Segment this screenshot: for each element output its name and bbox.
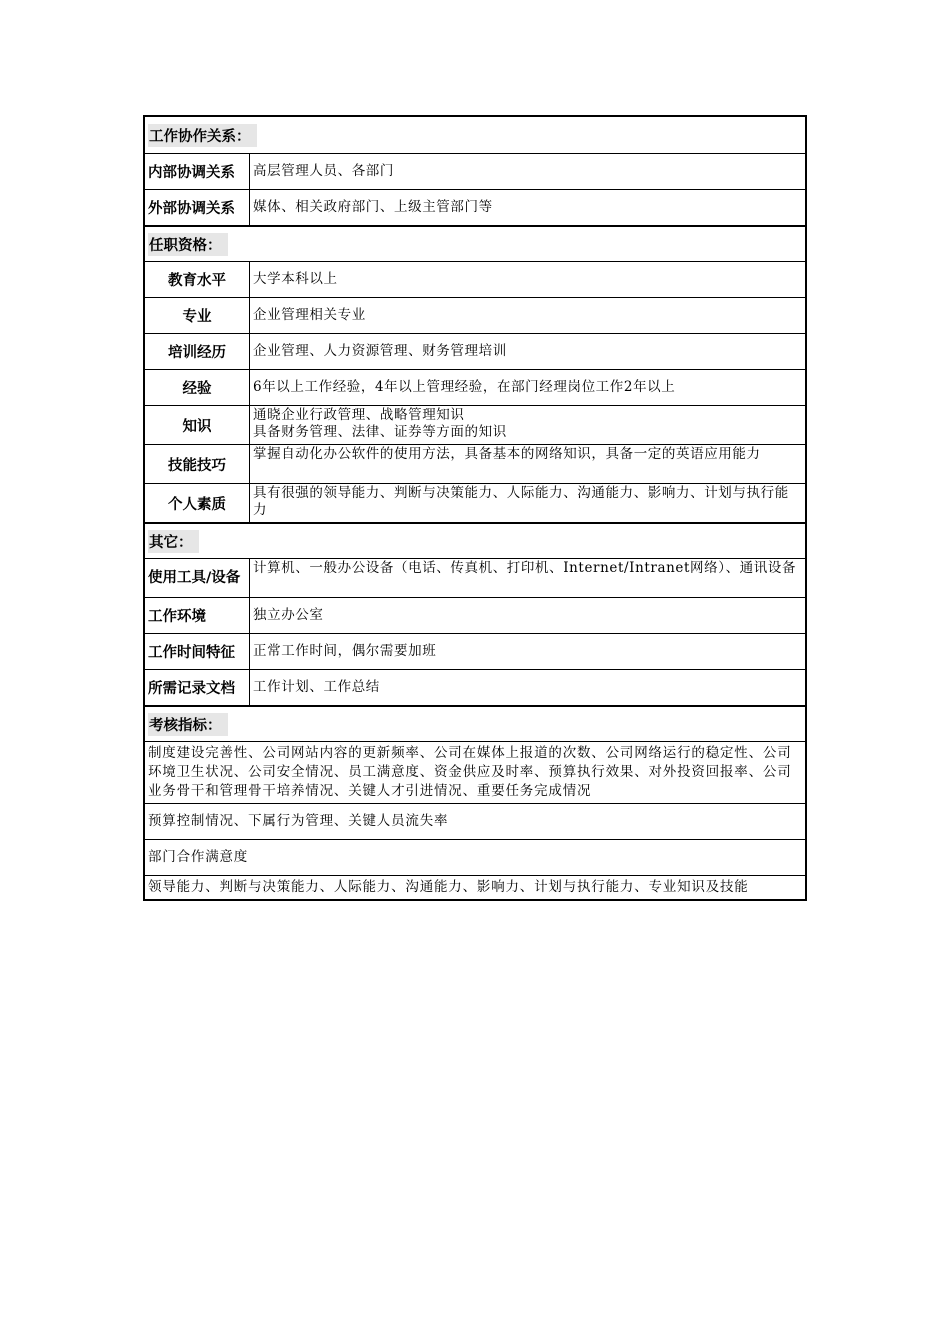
field-label: 所需记录文档 [145,670,250,705]
field-value: 企业管理、人力资源管理、财务管理培训 [253,343,507,359]
assessment-item: 制度建设完善性、公司网站内容的更新频率、公司在媒体上报道的次数、公司网络运行的稳定性、公司环境卫生状况、公司安全情况、员工满意度、资金供应及时率、预算执行效果、对外投资回报率、公司业务骨干和管理骨干培养情况、关键人才引进情况、重要任务完成情况 [148,745,792,799]
table-row [145,297,805,333]
table-row [145,597,805,633]
table-row [145,669,805,705]
field-value: 大学本科以上 [253,271,338,287]
field-value: 具有很强的领导能力、判断与决策能力、人际能力、沟通能力、影响力、计划与执行能力 [253,485,789,518]
field-value: 独立办公室 [253,607,324,623]
field-value: 计算机、一般办公设备（电话、传真机、打印机、Internet/Intranet网络）、通讯设备 [253,560,797,576]
field-label: 教育水平 [145,262,250,297]
field-value: 正常工作时间，偶尔需要加班 [253,643,437,659]
list-item [145,803,805,839]
field-label: 外部协调关系 [145,190,250,225]
field-label: 使用工具/设备 [145,559,250,597]
section-header-other [145,522,805,558]
section-title: 其它： [148,530,199,553]
section-header-assessment [145,705,805,741]
field-label: 技能技巧 [145,445,250,483]
table-row [145,483,805,522]
section-header-qualifications [145,225,805,261]
table-row [145,333,805,369]
section-title: 考核指标： [148,713,228,736]
field-label: 专业 [145,298,250,333]
field-value: 工作计划、工作总结 [253,679,380,695]
assessment-item: 预算控制情况、下属行为管理、关键人员流失率 [148,813,449,829]
table-row [145,444,805,483]
list-item [145,839,805,875]
field-value: 企业管理相关专业 [253,307,366,323]
field-value: 通晓企业行政管理、战略管理知识 具备财务管理、法律、证券等方面的知识 [253,407,507,440]
list-item [145,741,805,803]
field-value: 高层管理人员、各部门 [253,163,394,179]
table-row [145,153,805,189]
job-description-table [143,115,807,901]
field-label: 知识 [145,406,250,444]
field-label: 工作时间特征 [145,634,250,669]
field-label: 培训经历 [145,334,250,369]
table-row [145,369,805,405]
table-row [145,405,805,444]
table-row [145,633,805,669]
field-label: 内部协调关系 [145,154,250,189]
field-label: 个人素质 [145,484,250,522]
table-row [145,189,805,225]
table-row [145,558,805,597]
section-title: 任职资格： [148,233,228,256]
field-value: 6年以上工作经验，4年以上管理经验，在部门经理岗位工作2年以上 [253,379,676,395]
field-label: 工作环境 [145,598,250,633]
field-label: 经验 [145,370,250,405]
list-item [145,875,805,899]
section-title: 工作协作关系： [148,124,257,147]
field-value: 媒体、相关政府部门、上级主管部门等 [253,199,493,215]
section-header-collaboration [145,117,805,153]
assessment-item: 部门合作满意度 [148,849,249,865]
field-value: 掌握自动化办公软件的使用方法，具备基本的网络知识，具备一定的英语应用能力 [253,446,761,462]
table-row [145,261,805,297]
assessment-item: 领导能力、判断与决策能力、人际能力、沟通能力、影响力、计划与执行能力、专业知识及技能 [148,879,749,895]
